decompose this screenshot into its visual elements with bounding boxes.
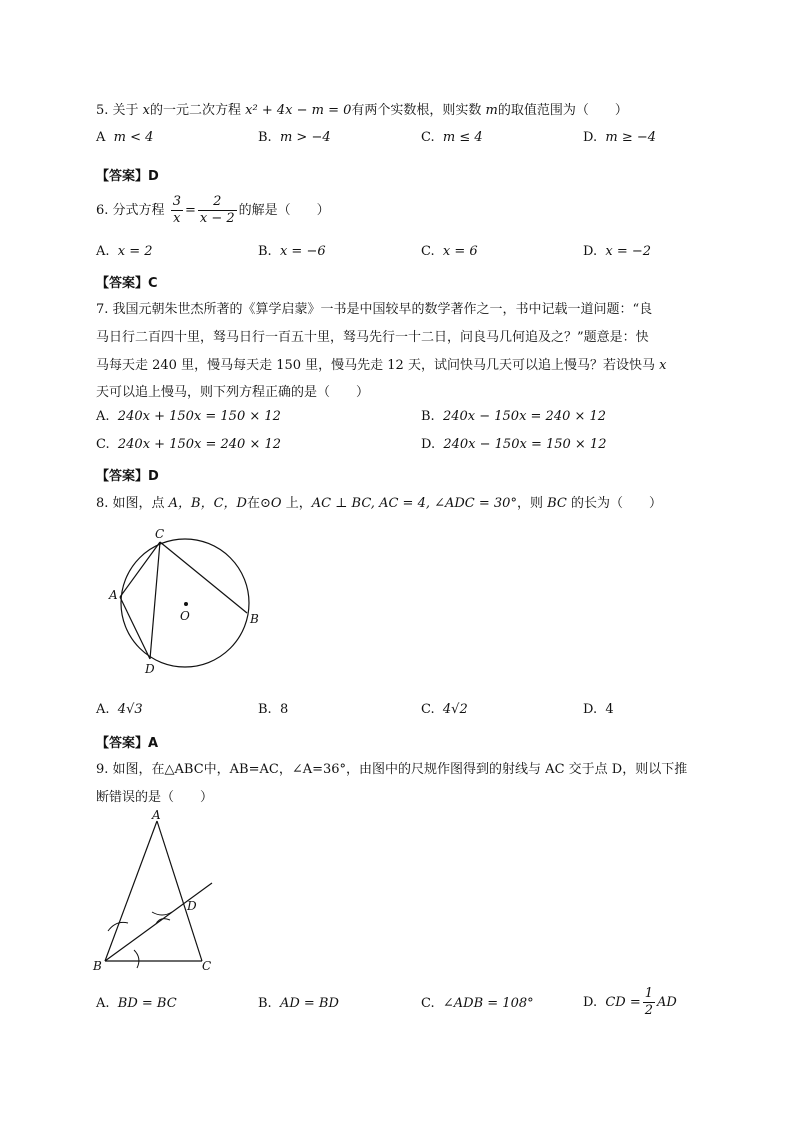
label-a: A [109,588,118,602]
segment-cd [150,542,160,659]
q7-line-3: 马每天走 240 里，慢马每天走 150 里，慢马先走 12 天，试问快马几天可以追上慢马？若设快马 x [96,358,667,373]
q6-stem: 6. 分式方程 $\frac{3}{x}$ = $\frac{2}{x - 2}$ 的解是（ ） [96,194,330,226]
q6-option-b[interactable]: B. x = −6 [258,244,326,259]
q7-line-4: 天可以追上慢马，则下列方程正确的是（ ） [96,385,370,400]
q6-option-a[interactable]: A. x = 2 [96,244,153,259]
q9-option-d-fraction: $\frac{1}{2}$ [644,986,654,1018]
q9-option-c[interactable]: C. ∠ADB = 108° [421,996,534,1011]
segment-ac [120,542,160,597]
q6-option-d[interactable]: D. x = −2 [583,244,652,259]
label-a: A [152,808,161,822]
segment-cb [160,542,247,613]
q6-fraction-right: $\frac{2}{x - 2}$ [199,194,235,226]
label-d: D [145,662,155,676]
segment-ac [157,821,202,961]
label-c: C [202,959,212,973]
q5-option-c[interactable]: C. m ≤ 4 [421,130,483,145]
q9-triangle-figure [90,808,220,978]
label-d: D [187,899,197,913]
q7-option-d[interactable]: D. 240x − 150x = 150 × 12 [421,437,607,452]
q7-option-b[interactable]: B. 240x − 150x = 240 × 12 [421,409,607,424]
q7-line-2: 马日行二百四十里，驽马日行一百五十里，驽马先行一十二日，问良马几何追及之？”题意是：快 [96,330,649,345]
q5-option-a[interactable]: A m < 4 [96,130,154,145]
q9-option-d[interactable]: D. CD = $\frac{1}{2}$ AD [583,986,677,1018]
construction-arc-2 [134,950,139,968]
q8-circle-figure [100,525,270,680]
q6-option-c[interactable]: C. x = 6 [421,244,478,259]
q8-option-b[interactable]: B. 8 [258,702,289,717]
q5-option-b[interactable]: B. m > −4 [258,130,331,145]
q8-option-c[interactable]: C. 4√2 [421,702,468,717]
q9-line-2: 断错误的是（ ） [96,790,214,805]
q5-stem: 5. 关于 x的一元二次方程 x² + 4x − m = 0有两个实数根，则实数 m的取值范围为（ ） [96,103,628,118]
q8-stem: 8. 如图，点 A，B，C，D在⊙O 上，AC ⊥ BC, AC = 4, ∠ADC = 30°，则 BC 的长为（ ） [96,496,662,511]
q7-option-a[interactable]: A. 240x + 150x = 150 × 12 [96,409,281,424]
q8-option-a[interactable]: A. 4√3 [96,702,143,717]
label-b: B [250,612,259,626]
q8-option-d[interactable]: D. 4 [583,702,614,717]
q9-option-a[interactable]: A. BD = BC [96,996,177,1011]
q7-option-c[interactable]: C. 240x + 150x = 240 × 12 [96,437,282,452]
q5-option-d[interactable]: D. m ≥ −4 [583,130,657,145]
q8-answer: 【答案】A [96,736,159,751]
q9-line-1: 9. 如图，在△ABC中，AB=AC，∠A=36°，由图中的尺规作图得到的射线与 AC 交于点 D，则以下推 [96,762,688,777]
label-b: B [93,959,102,973]
segment-ad [120,597,150,659]
center-dot [184,602,188,606]
segment-ab [105,821,157,961]
q6-fraction-left: $\frac{3}{x}$ [172,194,181,226]
q9-option-b[interactable]: B. AD = BD [258,996,339,1011]
q5-answer: 【答案】D [96,169,159,184]
label-c: C [155,527,165,541]
label-o: O [180,609,190,623]
q7-line-1: 7. 我国元朝朱世杰所著的《算学启蒙》一书是中国较早的数学著作之一，书中记载一道问题：“良 [96,302,653,317]
construction-arc-4 [156,919,170,924]
q6-answer: 【答案】C [96,276,158,291]
q7-answer: 【答案】D [96,469,159,484]
